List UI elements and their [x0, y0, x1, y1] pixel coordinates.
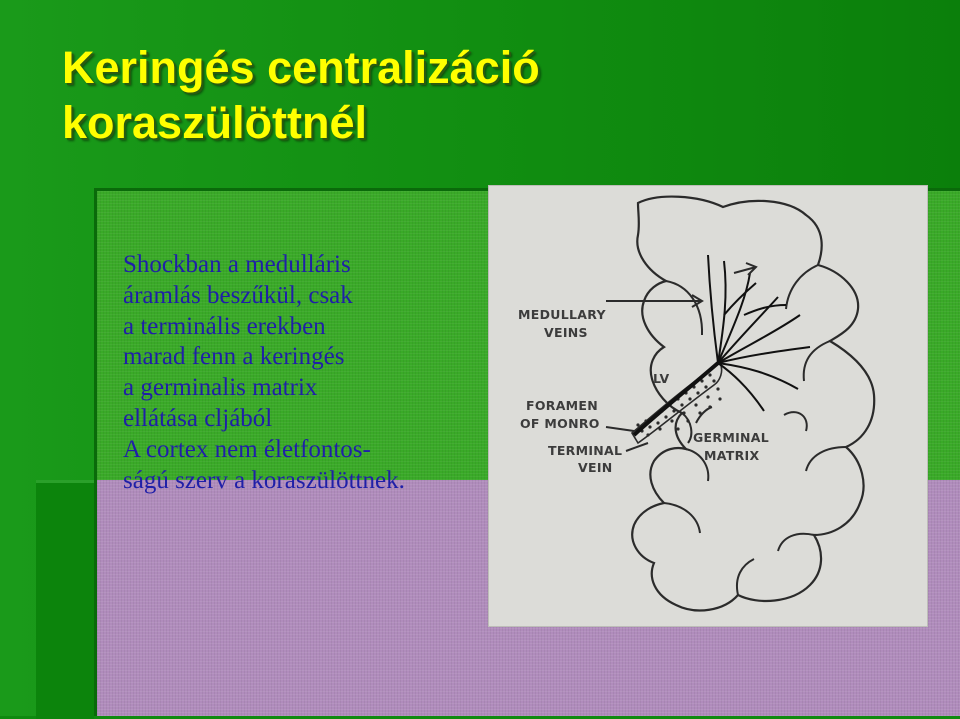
label-terminal-vein-2: VEIN	[578, 460, 613, 475]
label-germinal-matrix-2: MATRIX	[704, 448, 760, 463]
slide-title-line-1: Keringés centralizáció	[62, 42, 540, 93]
medullary-veins	[708, 255, 810, 411]
body-line: Shockban a medulláris	[123, 251, 351, 278]
sulcus	[806, 447, 846, 471]
label-lv: LV	[653, 371, 670, 386]
body-line: a germinalis matrix	[123, 374, 318, 402]
sulcus	[737, 559, 754, 595]
body-line: ságú szerv a koraszülöttnek.	[123, 466, 405, 494]
label-medullary-veins-2: VEINS	[544, 325, 588, 340]
body-line: ellátása cljából	[123, 404, 273, 432]
label-foramen-1: FORAMEN	[526, 398, 599, 413]
slide-title	[62, 40, 540, 150]
sulcus	[682, 413, 691, 443]
germinal-matrix-dots	[636, 373, 721, 436]
brain-diagram	[488, 185, 928, 627]
sulcus	[664, 503, 700, 533]
label-medullary-veins-1: MEDULLARY	[518, 307, 606, 322]
label-terminal-vein-1: TERMINAL	[548, 443, 623, 458]
body-line: a terminális erekben	[123, 312, 326, 340]
pointer-arrows	[606, 263, 807, 451]
slide-title-line-2: koraszülöttnél	[62, 97, 368, 148]
sulcus	[786, 265, 818, 309]
brain-diagram-svg	[488, 185, 928, 627]
body-line: áramlás beszűkül, csak	[123, 281, 353, 309]
body-text	[123, 250, 503, 496]
left-decor-strip	[36, 480, 94, 719]
sulcus	[778, 534, 814, 551]
body-line: A cortex nem életfontos-	[123, 435, 371, 463]
sulcus	[666, 281, 702, 335]
label-germinal-matrix-1: GERMINAL	[693, 430, 770, 445]
body-line: marad fenn a keringés	[123, 343, 345, 371]
label-foramen-2: OF MONRO	[520, 416, 600, 431]
